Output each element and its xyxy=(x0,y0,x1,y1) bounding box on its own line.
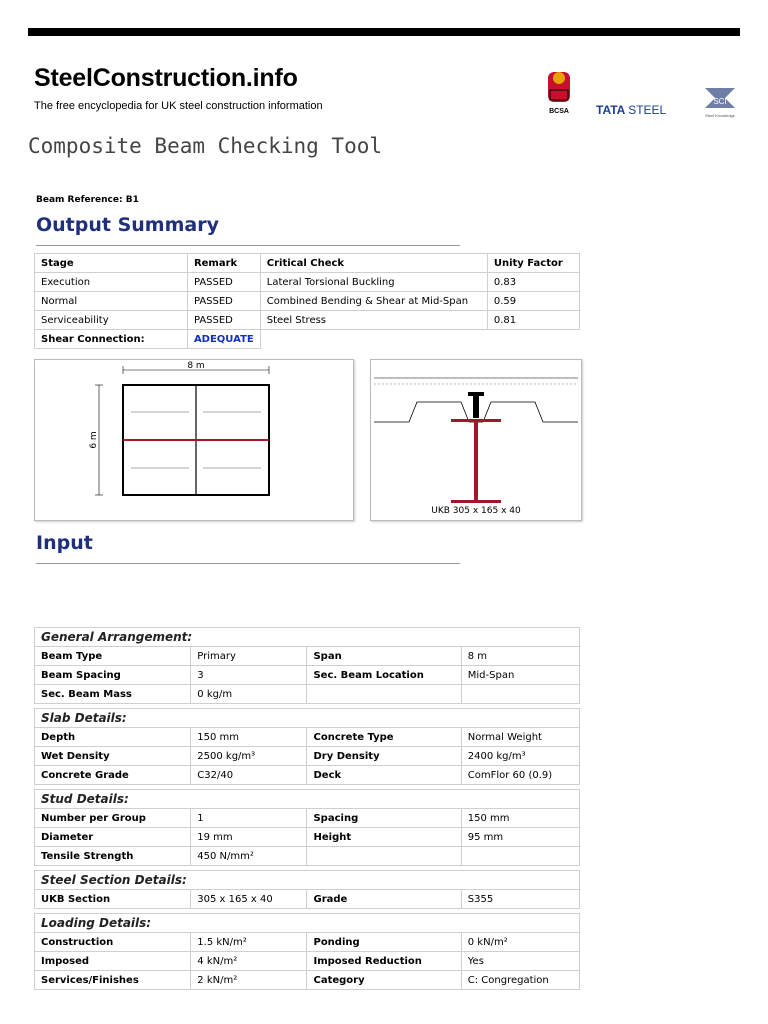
beam-reference: Beam Reference: B1 xyxy=(36,195,139,205)
column-header: Stage xyxy=(35,254,188,273)
table-row: Tensile Strength 450 N/mm² xyxy=(35,847,580,866)
table-cell: 0.59 xyxy=(487,292,579,311)
section-diagram xyxy=(370,359,582,521)
section-header-general xyxy=(35,628,580,647)
spacing-label: 6 m xyxy=(89,431,99,449)
bcsa-logo-text: BCSA xyxy=(549,108,569,115)
table-cell: 0.83 xyxy=(487,273,579,292)
tata-steel-logo-text: TATA STEEL xyxy=(596,103,667,117)
table-row xyxy=(35,273,580,292)
table-row xyxy=(35,311,580,330)
column-header: Remark xyxy=(187,254,260,273)
table-header-row xyxy=(35,254,580,273)
top-rule xyxy=(28,28,740,36)
bottom-flange xyxy=(451,500,501,503)
heading-rule xyxy=(36,245,460,246)
shear-connection-label: Shear Connection: xyxy=(35,330,188,349)
table-row: Concrete Grade C32/40 Deck ComFlor 60 (0.9) xyxy=(35,766,580,785)
sci-logo xyxy=(705,88,736,118)
table-row: Construction 1.5 kN/m² Ponding 0 kN/m² xyxy=(35,933,580,952)
section-title: Loading Details: xyxy=(35,914,580,933)
section-header-steel xyxy=(35,871,580,890)
plan-diagram xyxy=(34,359,354,521)
table-row: Beam Spacing 3 Sec. Beam Location Mid-Span xyxy=(35,666,580,685)
table-row xyxy=(35,292,580,311)
table-cell: 0.81 xyxy=(487,311,579,330)
sci-logo-subtext: Steel Knowledge xyxy=(704,113,736,118)
tool-title: Composite Beam Checking Tool xyxy=(28,134,383,158)
site-title[interactable]: SteelConstruction.info xyxy=(34,64,298,92)
section-label: UKB 305 x 165 x 40 xyxy=(431,506,521,516)
section-diagram-svg xyxy=(371,360,581,520)
table-row: Wet Density 2500 kg/m³ Dry Density 2400 kg/m³ xyxy=(35,747,580,766)
section-title: Steel Section Details: xyxy=(35,871,580,890)
plan-diagram-svg xyxy=(35,360,353,520)
section-header-slab xyxy=(35,709,580,728)
table-row: UKB Section 305 x 165 x 40 Grade S355 xyxy=(35,890,580,909)
section-title: Stud Details: xyxy=(35,790,580,809)
column-header: Critical Check xyxy=(260,254,487,273)
input-table xyxy=(34,627,580,990)
table-row: Beam Type Primary Span 8 m xyxy=(35,647,580,666)
heading-rule xyxy=(36,563,460,564)
table-cell: PASSED xyxy=(187,311,260,330)
table-row: Diameter 19 mm Height 95 mm xyxy=(35,828,580,847)
site-tagline: The free encyclopedia for UK steel construction information xyxy=(34,100,323,112)
section-header-stud xyxy=(35,790,580,809)
table-cell: Serviceability xyxy=(35,311,188,330)
shear-connection-row xyxy=(35,330,580,349)
table-row: Imposed 4 kN/m² Imposed Reduction Yes xyxy=(35,952,580,971)
output-summary-table xyxy=(34,253,580,349)
table-row: Sec. Beam Mass 0 kg/m xyxy=(35,685,580,704)
tata-steel-logo xyxy=(596,103,667,117)
table-cell: Combined Bending & Shear at Mid-Span xyxy=(260,292,487,311)
table-row: Depth 150 mm Concrete Type Normal Weight xyxy=(35,728,580,747)
partner-logos xyxy=(540,64,750,124)
output-summary-heading: Output Summary xyxy=(36,214,219,236)
span-label: 8 m xyxy=(187,361,205,371)
column-header: Unity Factor xyxy=(487,254,579,273)
table-cell: PASSED xyxy=(187,292,260,311)
web xyxy=(474,422,478,500)
input-heading: Input xyxy=(36,532,93,554)
table-row: Number per Group 1 Spacing 150 mm xyxy=(35,809,580,828)
table-cell: Execution xyxy=(35,273,188,292)
table-cell: Normal xyxy=(35,292,188,311)
sci-logo-text: SCI xyxy=(713,97,727,106)
table-cell: PASSED xyxy=(187,273,260,292)
shear-stud xyxy=(473,394,479,418)
table-cell: Lateral Torsional Buckling xyxy=(260,273,487,292)
top-flange xyxy=(451,419,501,422)
table-cell: Steel Stress xyxy=(260,311,487,330)
section-title: General Arrangement: xyxy=(35,628,580,647)
shear-connection-status: ADEQUATE xyxy=(187,330,260,349)
table-row: Services/Finishes 2 kN/m² Category C: Congregation xyxy=(35,971,580,990)
section-title: Slab Details: xyxy=(35,709,580,728)
section-header-loading xyxy=(35,914,580,933)
bcsa-logo xyxy=(548,72,570,115)
